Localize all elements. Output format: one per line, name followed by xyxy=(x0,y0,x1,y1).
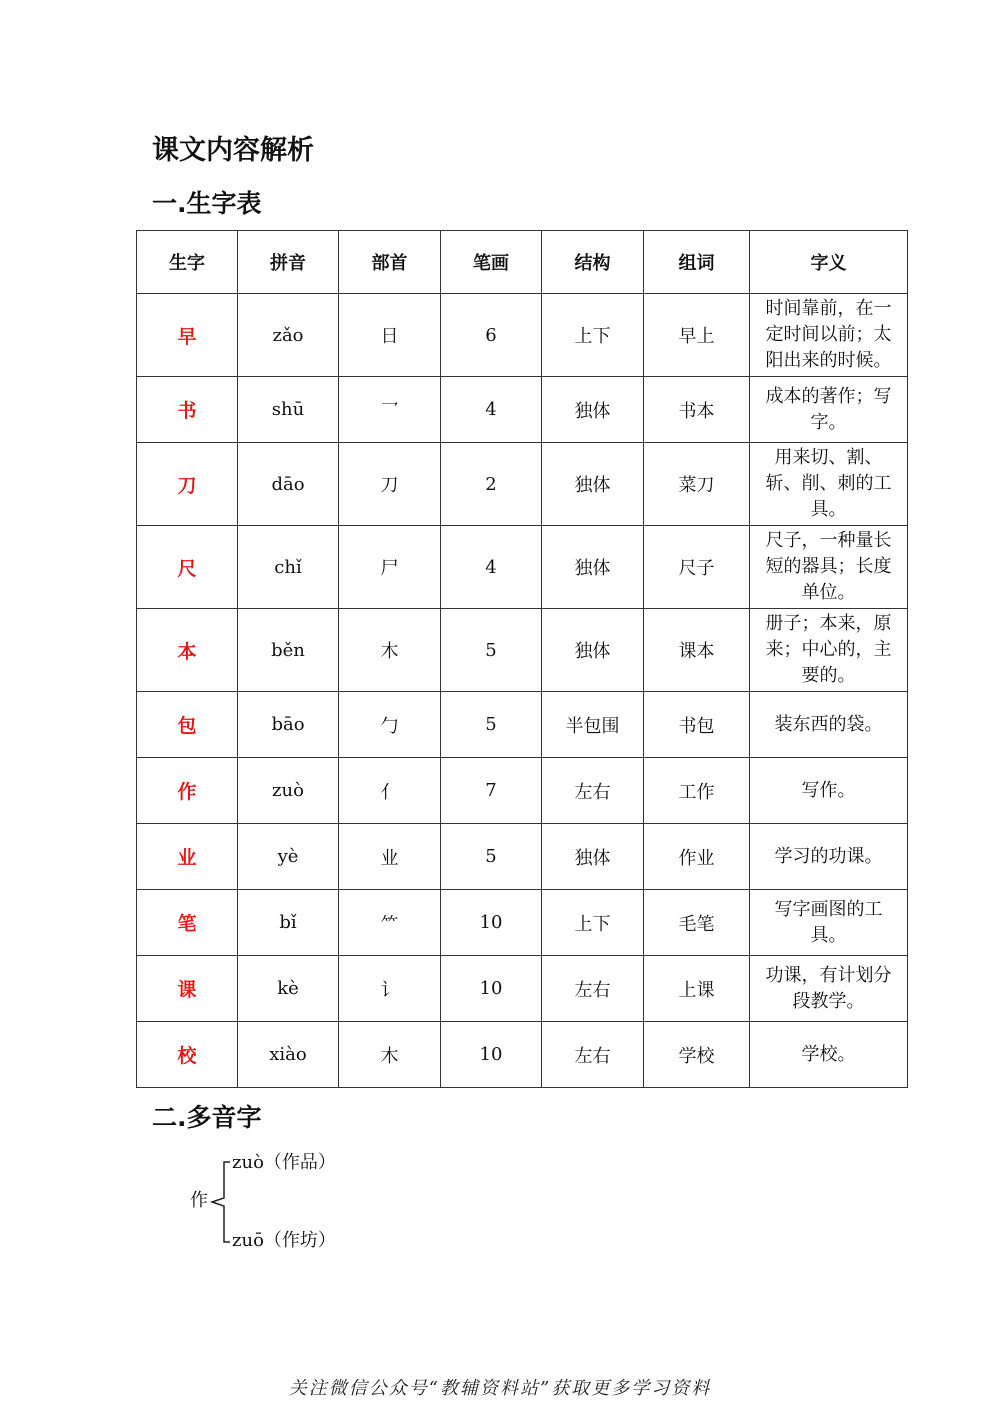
cell-char: 书 xyxy=(137,377,238,443)
table-row xyxy=(137,377,908,443)
cell-radical: 木 xyxy=(339,1022,441,1088)
cell-radical: 讠 xyxy=(339,956,441,1022)
cell-pinyin: dāo xyxy=(238,443,339,526)
polyphonic-reading: zuò（作品） xyxy=(232,1152,336,1173)
cell-strokes: 4 xyxy=(441,377,542,443)
cell-structure: 独体 xyxy=(542,609,644,692)
cell-pinyin: bāo xyxy=(238,692,339,758)
cell-pinyin: kè xyxy=(238,956,339,1022)
cell-strokes: 4 xyxy=(441,526,542,609)
cell-word: 毛笔 xyxy=(644,890,750,956)
cell-meaning: 学校。 xyxy=(750,1022,908,1088)
cell-radical: 木 xyxy=(339,609,441,692)
cell-structure: 左右 xyxy=(542,1022,644,1088)
table-row xyxy=(137,443,908,526)
cell-radical: 乛 xyxy=(339,377,441,443)
cell-meaning: 功课，有计划分段教学。 xyxy=(750,956,908,1022)
cell-word: 书包 xyxy=(644,692,750,758)
cell-pinyin: yè xyxy=(238,824,339,890)
cell-meaning: 成本的著作；写字。 xyxy=(750,377,908,443)
cell-radical: ⺮ xyxy=(339,890,441,956)
cell-meaning: 学习的功课。 xyxy=(750,824,908,890)
table-header-row xyxy=(137,231,908,294)
polyphonic-reading: zuō（作坊） xyxy=(232,1230,336,1251)
cell-strokes: 5 xyxy=(441,692,542,758)
table-row xyxy=(137,609,908,692)
table-row xyxy=(137,758,908,824)
cell-strokes: 10 xyxy=(441,956,542,1022)
cell-meaning: 用来切、割、斩、削、刺的工具。 xyxy=(750,443,908,526)
cell-structure: 半包围 xyxy=(542,692,644,758)
cell-strokes: 2 xyxy=(441,443,542,526)
table-row xyxy=(137,294,908,377)
cell-strokes: 5 xyxy=(441,824,542,890)
cell-meaning: 时间靠前，在一定时间以前；太阳出来的时候。 xyxy=(750,294,908,377)
cell-structure: 独体 xyxy=(542,377,644,443)
cell-word: 早上 xyxy=(644,294,750,377)
table-row xyxy=(137,956,908,1022)
cell-pinyin: shū xyxy=(238,377,339,443)
table-row xyxy=(137,692,908,758)
cell-char: 笔 xyxy=(137,890,238,956)
header-char: 生字 xyxy=(137,231,238,294)
header-strokes: 笔画 xyxy=(441,231,542,294)
cell-structure: 独体 xyxy=(542,824,644,890)
cell-strokes: 10 xyxy=(441,890,542,956)
cell-meaning: 写字画图的工具。 xyxy=(750,890,908,956)
cell-pinyin: běn xyxy=(238,609,339,692)
cell-word: 书本 xyxy=(644,377,750,443)
cell-pinyin: xiào xyxy=(238,1022,339,1088)
cell-word: 工作 xyxy=(644,758,750,824)
cell-structure: 左右 xyxy=(542,956,644,1022)
cell-char: 尺 xyxy=(137,526,238,609)
table-row xyxy=(137,890,908,956)
cell-strokes: 7 xyxy=(441,758,542,824)
cell-radical: 刀 xyxy=(339,443,441,526)
cell-radical: 业 xyxy=(339,824,441,890)
cell-word: 课本 xyxy=(644,609,750,692)
cell-pinyin: chǐ xyxy=(238,526,339,609)
cell-radical: 勹 xyxy=(339,692,441,758)
cell-radical: 尸 xyxy=(339,526,441,609)
cell-pinyin: zuò xyxy=(238,758,339,824)
cell-pinyin: bǐ xyxy=(238,890,339,956)
cell-char: 校 xyxy=(137,1022,238,1088)
character-table xyxy=(136,230,908,1088)
header-word: 组词 xyxy=(644,231,750,294)
cell-char: 业 xyxy=(137,824,238,890)
table-row xyxy=(137,526,908,609)
table-row xyxy=(137,824,908,890)
cell-char: 早 xyxy=(137,294,238,377)
cell-meaning: 册子；本来，原来；中心的，主要的。 xyxy=(750,609,908,692)
cell-pinyin: zǎo xyxy=(238,294,339,377)
cell-structure: 上下 xyxy=(542,890,644,956)
cell-word: 作业 xyxy=(644,824,750,890)
cell-structure: 左右 xyxy=(542,758,644,824)
cell-meaning: 装东西的袋。 xyxy=(750,692,908,758)
header-radical: 部首 xyxy=(339,231,441,294)
header-meaning: 字义 xyxy=(750,231,908,294)
cell-char: 作 xyxy=(137,758,238,824)
polyphonic-base-char: 作 xyxy=(190,1190,208,1211)
cell-radical: 亻 xyxy=(339,758,441,824)
cell-structure: 独体 xyxy=(542,526,644,609)
cell-structure: 独体 xyxy=(542,443,644,526)
section-heading-polyphonic: 二.多音字 xyxy=(152,1103,262,1132)
cell-strokes: 5 xyxy=(441,609,542,692)
page-title: 课文内容解析 xyxy=(152,135,314,166)
cell-structure: 上下 xyxy=(542,294,644,377)
cell-radical: 日 xyxy=(339,294,441,377)
cell-meaning: 写作。 xyxy=(750,758,908,824)
header-pinyin: 拼音 xyxy=(238,231,339,294)
polyphonic-diagram xyxy=(190,1148,590,1258)
footer-notice: 关注微信公众号“教辅资料站”获取更多学习资料 xyxy=(288,1378,712,1399)
header-structure: 结构 xyxy=(542,231,644,294)
cell-char: 包 xyxy=(137,692,238,758)
cell-word: 学校 xyxy=(644,1022,750,1088)
section-heading-char-table: 一.生字表 xyxy=(152,189,262,218)
cell-word: 菜刀 xyxy=(644,443,750,526)
cell-word: 上课 xyxy=(644,956,750,1022)
cell-char: 课 xyxy=(137,956,238,1022)
cell-word: 尺子 xyxy=(644,526,750,609)
cell-strokes: 6 xyxy=(441,294,542,377)
table-row xyxy=(137,1022,908,1088)
cell-meaning: 尺子，一种量长短的器具；长度单位。 xyxy=(750,526,908,609)
cell-char: 本 xyxy=(137,609,238,692)
cell-strokes: 10 xyxy=(441,1022,542,1088)
cell-char: 刀 xyxy=(137,443,238,526)
